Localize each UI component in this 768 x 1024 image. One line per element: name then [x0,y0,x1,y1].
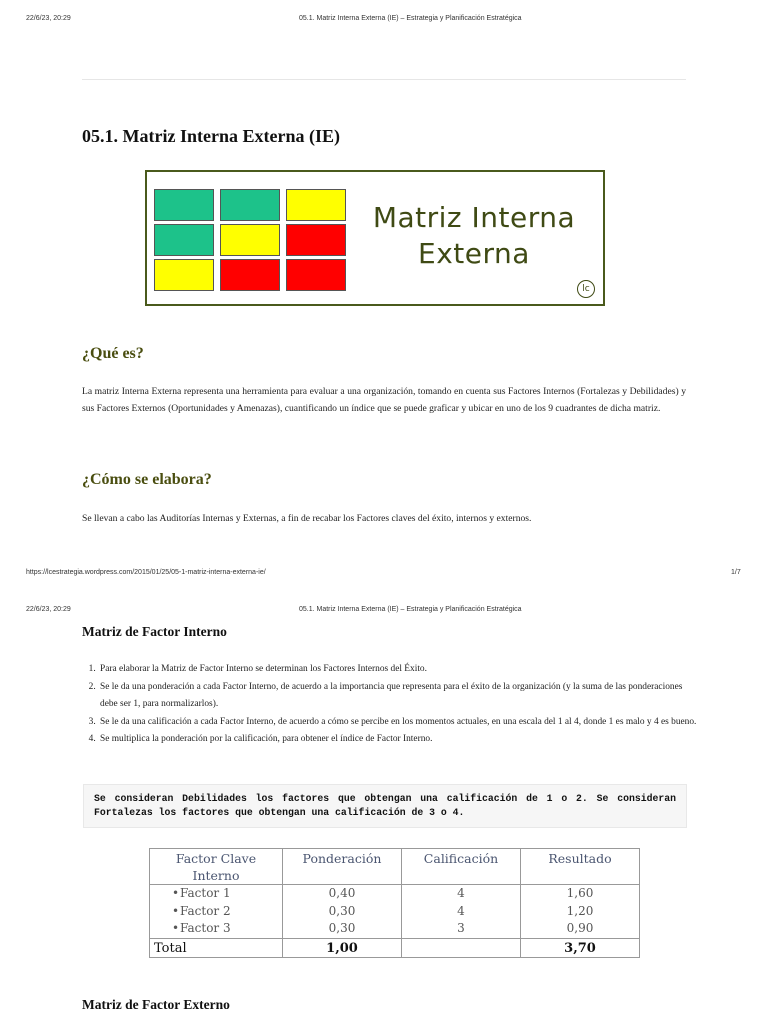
footer-url-link[interactable]: https://lcestrategia.wordpress.com/2015/01/25/05-1-matriz-interna-externa-ie/ [26,569,266,576]
list-item: 3. Se le da una calificación a cada Factor Interno, de acuerdo a cómo se percibe en los momentos actuales, en una escala del 1 al 4, donde 1 es malo y 4 es bueno. [98,714,702,732]
matrix-cell [286,224,346,256]
matrix-cell [154,189,214,221]
column-header-ponderacion: Ponderación [283,849,402,885]
factor-item: • Factor 3 [150,920,282,938]
calificacion-cell [402,885,521,939]
logo-badge-icon: lc [577,280,595,298]
matrix-cell [220,189,280,221]
factor-interno-table [149,848,640,958]
matrix-cell [220,259,280,291]
subheading-matriz-factor-interno: Matriz de Factor Interno [82,624,227,639]
logo-text-line2: Externa [418,237,530,270]
section-heading-que-es: ¿Qué es? [82,345,144,362]
matrix-logo-image [145,170,605,306]
print-header-title: 05.1. Matriz Interna Externa (IE) – Estrategia y Planificación Estratégica [299,15,522,22]
separator-line [82,79,686,80]
list-item: 1. Para elaborar la Matriz de Factor Interno se determinan los Factores Internos del Éxito. [98,661,702,679]
print-header-date: 22/6/23, 20:29 [26,15,71,22]
matrix-cell [286,259,346,291]
code-block-note: Se consideran Debilidades los factores que obtengan una calificación de 1 o 2. Se consideran Fortalezas los factores que obtengan una calificación de 3 o 4. [83,784,687,828]
column-header-resultado: Resultado [521,849,640,885]
list-item: 2. Se le da una ponderación a cada Factor Interno, de acuerdo a la importancia que representa para el éxito de la organización (y la suma de las ponderaciones debe ser 1, para normalizarlos). [98,679,702,714]
steps-list [82,661,702,749]
table-header-row [150,849,640,885]
resultado-value: 1,20 [566,903,594,918]
matrix-cell [154,224,214,256]
calificacion-value: 4 [457,903,465,918]
factor-cell [150,885,283,939]
total-resultado: 3,70 [521,939,640,958]
table-total-row [150,939,640,958]
total-ponderacion: 1,00 [283,939,402,958]
ponderacion-cell [283,885,402,939]
section-heading-como-se-elabora: ¿Cómo se elabora? [82,471,212,488]
logo-text [349,200,599,272]
column-header-factor: Factor Clave Interno [150,849,283,885]
section-text-que-es: La matriz Interna Externa representa una herramienta para evaluar a una organización, tomando en cuenta sus Factores Internos (Fortalezas y Debilidades) y sus Factores Externos (Oportunidades y Amenazas), cuantificando un índice que se puede graficar y ubicar en uno de los 9 cuadrantes de dicha matriz. [82,386,686,414]
print-header-title-2: 05.1. Matriz Interna Externa (IE) – Estrategia y Planificación Estratégica [299,606,522,613]
matrix-cell [286,189,346,221]
column-header-calificacion: Calificación [402,849,521,885]
ponderacion-value: 0,40 [328,886,356,900]
calificacion-value: 3 [457,921,465,935]
ponderacion-value: 0,30 [328,921,356,935]
factor-item: • Factor 2 [150,903,282,921]
resultado-cell [521,885,640,939]
total-calificacion-empty [402,939,521,958]
list-item: 4. Se multiplica la ponderación por la calificación, para obtener el índice de Factor Interno. [98,731,702,749]
matrix-cell [154,259,214,291]
print-header-date-2: 22/6/23, 20:29 [26,606,71,613]
factor-item: • Factor 1 [150,885,282,903]
subheading-matriz-factor-externo: Matriz de Factor Externo [82,997,230,1012]
resultado-value: 1,60 [566,886,594,900]
resultado-value: 0,90 [566,921,594,935]
footer-page-number: 1/7 [731,569,741,576]
total-label: Total [150,939,283,958]
logo-text-line1: Matriz Interna [372,201,576,234]
ponderacion-value: 0,30 [328,903,356,918]
table-row-factors [150,885,640,939]
matrix-cell [220,224,280,256]
page-title: 05.1. Matriz Interna Externa (IE) [82,126,340,146]
calificacion-value: 4 [457,886,465,900]
section-text-como-se-elabora: Se llevan a cabo las Auditorías Internas y Externas, a fin de recabar los Factores claves del éxito, internos y externos. [82,513,532,524]
